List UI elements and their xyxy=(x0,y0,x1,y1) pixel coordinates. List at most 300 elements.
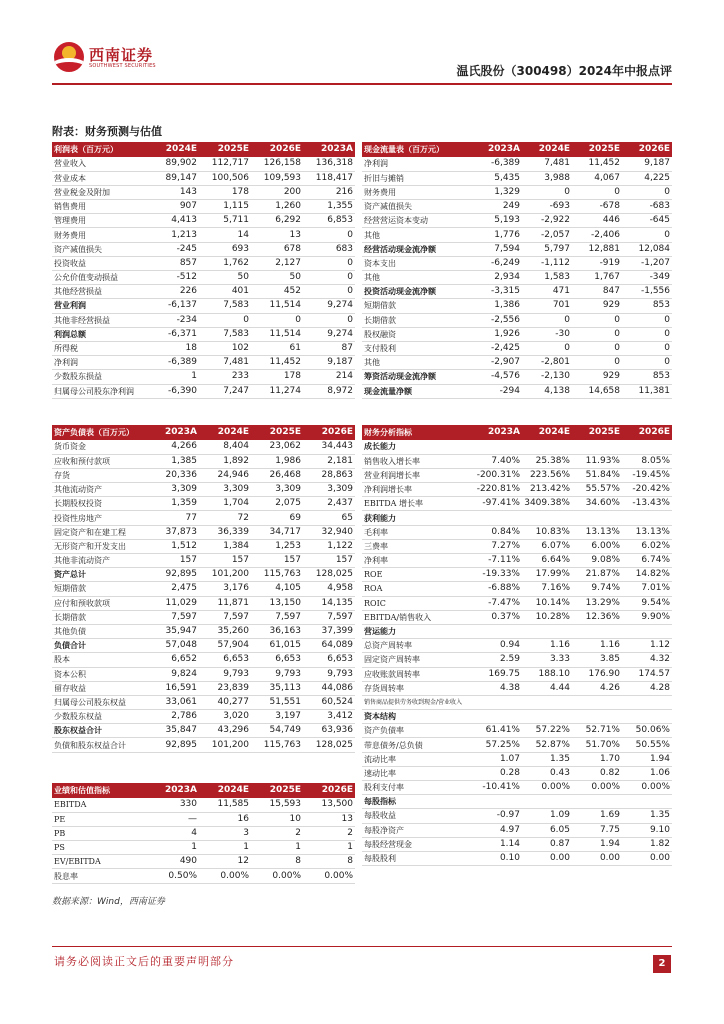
table-row xyxy=(52,596,355,610)
row-label: 应收和预付款项 xyxy=(52,454,147,468)
column-header: 2023A xyxy=(472,142,522,157)
table-row xyxy=(362,823,672,837)
value-cell: 72 xyxy=(199,511,251,525)
value-cell: 471 xyxy=(522,285,572,299)
value-cell xyxy=(472,695,522,709)
logo-name-cn: 西南证券 xyxy=(89,46,154,64)
value-cell: -919 xyxy=(572,256,622,270)
row-label: 净利率 xyxy=(362,554,472,568)
value-cell: 0.94 xyxy=(472,639,522,653)
row-label: 三费率 xyxy=(362,539,472,553)
table-header-row xyxy=(52,783,355,798)
value-cell: 1.35 xyxy=(622,809,672,823)
table-row xyxy=(362,497,672,511)
row-label: 管理费用 xyxy=(52,214,147,228)
value-cell: 0 xyxy=(522,341,572,355)
value-cell: 12 xyxy=(199,855,251,869)
value-cell: 6,653 xyxy=(199,653,251,667)
value-cell: 11,381 xyxy=(622,384,672,398)
table-row xyxy=(52,681,355,695)
table-row xyxy=(362,639,672,653)
value-cell: 1 xyxy=(303,841,355,855)
value-cell: 9,824 xyxy=(147,667,199,681)
table-row xyxy=(52,185,355,199)
value-cell: 1,926 xyxy=(472,327,522,341)
table-row xyxy=(52,384,355,398)
table-row xyxy=(52,285,355,299)
value-cell: 0.84% xyxy=(472,525,522,539)
table-row xyxy=(362,299,672,313)
value-cell: 0.10 xyxy=(472,851,522,865)
table-row xyxy=(362,710,672,724)
value-cell: 1.94 xyxy=(622,752,672,766)
value-cell: 1,583 xyxy=(522,271,572,285)
value-cell: 12,084 xyxy=(622,242,672,256)
table-row xyxy=(362,525,672,539)
footer-divider xyxy=(52,946,672,947)
value-cell: 7,594 xyxy=(472,242,522,256)
table-row xyxy=(362,157,672,171)
table-row xyxy=(362,795,672,809)
table-row xyxy=(52,639,355,653)
value-cell: 23,839 xyxy=(199,681,251,695)
value-cell: 0.87 xyxy=(522,837,572,851)
value-cell: 92,895 xyxy=(147,568,199,582)
value-cell: 37,399 xyxy=(303,624,355,638)
value-cell: 1.06 xyxy=(622,766,672,780)
value-cell: 0 xyxy=(303,228,355,242)
value-cell: 1.16 xyxy=(522,639,572,653)
row-label: 归属母公司股东净利润 xyxy=(52,384,147,398)
value-cell: -234 xyxy=(147,313,199,327)
value-cell: 18 xyxy=(147,341,199,355)
value-cell: 3,988 xyxy=(522,171,572,185)
table-title-cell: 业绩和估值指标 xyxy=(52,783,147,798)
table-row xyxy=(362,171,672,185)
column-header: 2024E xyxy=(199,783,251,798)
value-cell: 9.74% xyxy=(572,582,622,596)
table-row xyxy=(52,214,355,228)
value-cell: 55.57% xyxy=(572,483,622,497)
value-cell: 233 xyxy=(199,370,251,384)
value-cell: -2,130 xyxy=(522,370,572,384)
value-cell: 9.54% xyxy=(622,596,672,610)
table-row xyxy=(52,356,355,370)
row-label: 资本支出 xyxy=(362,256,472,270)
value-cell: 1,776 xyxy=(472,228,522,242)
value-cell: 683 xyxy=(303,242,355,256)
value-cell: 2,475 xyxy=(147,582,199,596)
table-row xyxy=(52,539,355,553)
value-cell: 112,717 xyxy=(199,157,251,171)
value-cell: 1 xyxy=(147,370,199,384)
value-cell: 6.02% xyxy=(622,539,672,553)
value-cell: -19.33% xyxy=(472,568,522,582)
value-cell: -6,137 xyxy=(147,299,199,313)
row-label: 公允价值变动损益 xyxy=(52,271,147,285)
logo-emblem-icon xyxy=(54,42,84,72)
column-header: 2023A xyxy=(147,425,199,440)
value-cell: -2,907 xyxy=(472,356,522,370)
row-label: 营运能力 xyxy=(362,624,472,638)
company-logo xyxy=(54,42,174,76)
row-label: 固定资产和在建工程 xyxy=(52,525,147,539)
value-cell: 13.13% xyxy=(622,525,672,539)
row-label: 无形资产和开发支出 xyxy=(52,539,147,553)
value-cell: 69 xyxy=(251,511,303,525)
value-cell xyxy=(522,710,572,724)
value-cell: 11,871 xyxy=(199,596,251,610)
value-cell: 8,972 xyxy=(303,384,355,398)
value-cell: 1,329 xyxy=(472,185,522,199)
column-header: 2025E xyxy=(251,425,303,440)
value-cell: 6.05 xyxy=(522,823,572,837)
value-cell: 0 xyxy=(522,313,572,327)
table-header-row xyxy=(52,425,355,440)
value-cell: -1,556 xyxy=(622,285,672,299)
value-cell: 4.28 xyxy=(622,681,672,695)
table-header-row xyxy=(52,142,355,157)
table-row xyxy=(362,539,672,553)
value-cell: 1,512 xyxy=(147,539,199,553)
value-cell: 678 xyxy=(251,242,303,256)
value-cell: 35,260 xyxy=(199,624,251,638)
value-cell: 57.22% xyxy=(522,724,572,738)
value-cell: 0.00% xyxy=(303,869,355,883)
value-cell: 13.13% xyxy=(572,525,622,539)
table-row xyxy=(52,695,355,709)
value-cell: 857 xyxy=(147,256,199,270)
row-label: ROA xyxy=(362,582,472,596)
value-cell: 65 xyxy=(303,511,355,525)
value-cell: 9,274 xyxy=(303,327,355,341)
value-cell: 14 xyxy=(199,228,251,242)
column-header: 2025E xyxy=(572,142,622,157)
value-cell: 102 xyxy=(199,341,251,355)
value-cell: 226 xyxy=(147,285,199,299)
value-cell: 7,597 xyxy=(147,610,199,624)
value-cell: 109,593 xyxy=(251,171,303,185)
column-header: 2025E xyxy=(251,783,303,798)
value-cell: 34.60% xyxy=(572,497,622,511)
column-header: 2026E xyxy=(251,142,303,157)
value-cell: 169.75 xyxy=(472,667,522,681)
value-cell: 8 xyxy=(251,855,303,869)
value-cell: 0 xyxy=(572,313,622,327)
row-label: 投资收益 xyxy=(52,256,147,270)
value-cell: 452 xyxy=(251,285,303,299)
value-cell: 7,481 xyxy=(199,356,251,370)
column-header: 2024E xyxy=(199,425,251,440)
value-cell: 7,597 xyxy=(199,610,251,624)
table-row xyxy=(52,256,355,270)
value-cell: 0 xyxy=(522,185,572,199)
table-row xyxy=(52,271,355,285)
value-cell: -693 xyxy=(522,200,572,214)
row-label: 现金流量净额 xyxy=(362,384,472,398)
value-cell xyxy=(572,511,622,525)
table-row xyxy=(362,511,672,525)
value-cell: 35,847 xyxy=(147,724,199,738)
value-cell: 1,385 xyxy=(147,454,199,468)
row-label: 存货 xyxy=(52,468,147,482)
value-cell: 26,468 xyxy=(251,468,303,482)
row-label: 其他负债 xyxy=(52,624,147,638)
row-label: PB xyxy=(52,826,147,840)
value-cell: 223.56% xyxy=(522,468,572,482)
value-cell: 853 xyxy=(622,370,672,384)
value-cell: -7.47% xyxy=(472,596,522,610)
value-cell: 3,309 xyxy=(199,483,251,497)
table-row xyxy=(362,738,672,752)
value-cell: 1,122 xyxy=(303,539,355,553)
value-cell: 213.42% xyxy=(522,483,572,497)
value-cell: 37,873 xyxy=(147,525,199,539)
table-row xyxy=(52,710,355,724)
value-cell: 24,946 xyxy=(199,468,251,482)
value-cell xyxy=(572,695,622,709)
value-cell: 10 xyxy=(251,812,303,826)
row-label: 应付和预收款项 xyxy=(52,596,147,610)
value-cell xyxy=(472,624,522,638)
table-title-cell: 现金流量表（百万元） xyxy=(362,142,472,157)
row-label: 归属母公司股东权益 xyxy=(52,695,147,709)
table-row xyxy=(362,271,672,285)
value-cell: 11,029 xyxy=(147,596,199,610)
value-cell: 157 xyxy=(251,554,303,568)
value-cell: 57,904 xyxy=(199,639,251,653)
value-cell: 3,309 xyxy=(303,483,355,497)
value-cell: 115,763 xyxy=(251,568,303,582)
row-label: 营业成本 xyxy=(52,171,147,185)
value-cell: 1,704 xyxy=(199,497,251,511)
value-cell: -20.42% xyxy=(622,483,672,497)
table-row xyxy=(52,497,355,511)
value-cell: 0 xyxy=(303,256,355,270)
appendix-title: 附表：财务预测与估值 xyxy=(52,125,162,138)
value-cell: 490 xyxy=(147,855,199,869)
value-cell: 0.82 xyxy=(572,766,622,780)
value-cell: 50.55% xyxy=(622,738,672,752)
value-cell: 6.07% xyxy=(522,539,572,553)
value-cell: 100,506 xyxy=(199,171,251,185)
table-row xyxy=(52,738,355,752)
value-cell xyxy=(572,795,622,809)
value-cell: 4.26 xyxy=(572,681,622,695)
table-row xyxy=(52,242,355,256)
value-cell: 43,296 xyxy=(199,724,251,738)
value-cell: 4 xyxy=(147,826,199,840)
row-label: 负债和股东权益合计 xyxy=(52,738,147,752)
table-row xyxy=(52,299,355,313)
value-cell: 1,260 xyxy=(251,200,303,214)
value-cell: 10.83% xyxy=(522,525,572,539)
value-cell: 36,163 xyxy=(251,624,303,638)
value-cell: -6,389 xyxy=(147,356,199,370)
value-cell xyxy=(622,440,672,454)
row-label: 资产减值损失 xyxy=(362,200,472,214)
value-cell: -1,207 xyxy=(622,256,672,270)
value-cell: -6,389 xyxy=(472,157,522,171)
row-label: 财务费用 xyxy=(52,228,147,242)
value-cell: 36,339 xyxy=(199,525,251,539)
value-cell: 3,176 xyxy=(199,582,251,596)
value-cell: 701 xyxy=(522,299,572,313)
value-cell: 7.16% xyxy=(522,582,572,596)
row-label: 营业利润 xyxy=(52,299,147,313)
row-label: 股东权益合计 xyxy=(52,724,147,738)
value-cell: 1,253 xyxy=(251,539,303,553)
footer-notice: 请务必阅读正文后的重要声明部分 xyxy=(54,955,234,968)
value-cell: 188.10 xyxy=(522,667,572,681)
value-cell: 52.71% xyxy=(572,724,622,738)
row-label: 销售收入增长率 xyxy=(362,454,472,468)
value-cell: 115,763 xyxy=(251,738,303,752)
value-cell: 11,514 xyxy=(251,327,303,341)
value-cell xyxy=(472,710,522,724)
value-cell: 6.64% xyxy=(522,554,572,568)
row-label: 净利润 xyxy=(362,157,472,171)
table-row xyxy=(362,610,672,624)
financial-ratios-table xyxy=(362,425,672,866)
value-cell xyxy=(622,695,672,709)
column-header: 2023A xyxy=(303,142,355,157)
value-cell: -2,556 xyxy=(472,313,522,327)
balance-sheet-table xyxy=(52,425,355,753)
row-label: 少数股东权益 xyxy=(52,710,147,724)
value-cell: -2,922 xyxy=(522,214,572,228)
row-label: 货币资金 xyxy=(52,440,147,454)
row-label: 资产总计 xyxy=(52,568,147,582)
value-cell: 214 xyxy=(303,370,355,384)
value-cell: 3,309 xyxy=(147,483,199,497)
value-cell: 3.85 xyxy=(572,653,622,667)
table-row xyxy=(362,454,672,468)
value-cell: 51.84% xyxy=(572,468,622,482)
value-cell: 7,583 xyxy=(199,299,251,313)
row-label: 经营活动现金流净额 xyxy=(362,242,472,256)
value-cell: 0.00% xyxy=(199,869,251,883)
value-cell: 10.14% xyxy=(522,596,572,610)
table-row xyxy=(362,724,672,738)
column-header: 2025E xyxy=(199,142,251,157)
value-cell: 0 xyxy=(622,313,672,327)
value-cell: 1,892 xyxy=(199,454,251,468)
value-cell: 64,089 xyxy=(303,639,355,653)
value-cell: 7,597 xyxy=(303,610,355,624)
value-cell xyxy=(572,624,622,638)
value-cell: 12,881 xyxy=(572,242,622,256)
row-label: 其他 xyxy=(362,228,472,242)
row-label: 少数股东损益 xyxy=(52,370,147,384)
value-cell: 2,437 xyxy=(303,497,355,511)
value-cell: 52.87% xyxy=(522,738,572,752)
value-cell: 4,105 xyxy=(251,582,303,596)
column-header: 2023A xyxy=(472,425,522,440)
row-label: 每股指标 xyxy=(362,795,472,809)
value-cell: 14,135 xyxy=(303,596,355,610)
value-cell: 929 xyxy=(572,370,622,384)
table-title-cell: 财务分析指标 xyxy=(362,425,472,440)
row-label: 销售商品提供劳务收到现金/营业收入 xyxy=(362,695,472,709)
value-cell: -4,576 xyxy=(472,370,522,384)
row-label: 获利能力 xyxy=(362,511,472,525)
value-cell: 5,711 xyxy=(199,214,251,228)
value-cell: 3,412 xyxy=(303,710,355,724)
value-cell: 25.38% xyxy=(522,454,572,468)
table-row xyxy=(52,200,355,214)
value-cell xyxy=(472,440,522,454)
value-cell: 0 xyxy=(303,285,355,299)
value-cell: -2,406 xyxy=(572,228,622,242)
table-row xyxy=(52,826,355,840)
table-row xyxy=(362,242,672,256)
value-cell xyxy=(522,511,572,525)
value-cell: 2,786 xyxy=(147,710,199,724)
value-cell: -7.11% xyxy=(472,554,522,568)
value-cell: 143 xyxy=(147,185,199,199)
value-cell: -200.31% xyxy=(472,468,522,482)
table-row xyxy=(52,228,355,242)
value-cell: 35,113 xyxy=(251,681,303,695)
value-cell xyxy=(472,511,522,525)
table-row xyxy=(52,157,355,171)
value-cell: 60,524 xyxy=(303,695,355,709)
table-row xyxy=(362,356,672,370)
value-cell: 9,187 xyxy=(622,157,672,171)
value-cell: 6,653 xyxy=(251,653,303,667)
table-row xyxy=(52,454,355,468)
value-cell: 13,500 xyxy=(303,798,355,812)
value-cell: -2,425 xyxy=(472,341,522,355)
table-header-row xyxy=(362,142,672,157)
value-cell: 89,147 xyxy=(147,171,199,185)
value-cell: 50.06% xyxy=(622,724,672,738)
table-row xyxy=(52,370,355,384)
row-label: 资本公积 xyxy=(52,667,147,681)
value-cell: 2,181 xyxy=(303,454,355,468)
value-cell: 0.28 xyxy=(472,766,522,780)
value-cell: 7.27% xyxy=(472,539,522,553)
value-cell: 176.90 xyxy=(572,667,622,681)
table-row xyxy=(362,256,672,270)
table-row xyxy=(362,370,672,384)
row-label: 股本 xyxy=(52,653,147,667)
row-label: 长期借款 xyxy=(52,610,147,624)
value-cell: 0 xyxy=(251,313,303,327)
source-note: 数据来源：Wind，西南证券 xyxy=(52,897,165,907)
value-cell: 6.00% xyxy=(572,539,622,553)
column-header: 2026E xyxy=(303,425,355,440)
value-cell: 9,274 xyxy=(303,299,355,313)
row-label: 股利支付率 xyxy=(362,781,472,795)
table-row xyxy=(362,483,672,497)
row-label: 资产负债率 xyxy=(362,724,472,738)
value-cell: -245 xyxy=(147,242,199,256)
value-cell: 1,767 xyxy=(572,271,622,285)
value-cell: 4,225 xyxy=(622,171,672,185)
value-cell: 20,336 xyxy=(147,468,199,482)
value-cell: 5,193 xyxy=(472,214,522,228)
row-label: 资本结构 xyxy=(362,710,472,724)
value-cell: 13.29% xyxy=(572,596,622,610)
value-cell: 1.70 xyxy=(572,752,622,766)
table-row xyxy=(362,752,672,766)
value-cell: 101,200 xyxy=(199,738,251,752)
value-cell: 0.50% xyxy=(147,869,199,883)
value-cell xyxy=(572,710,622,724)
table-row xyxy=(362,681,672,695)
